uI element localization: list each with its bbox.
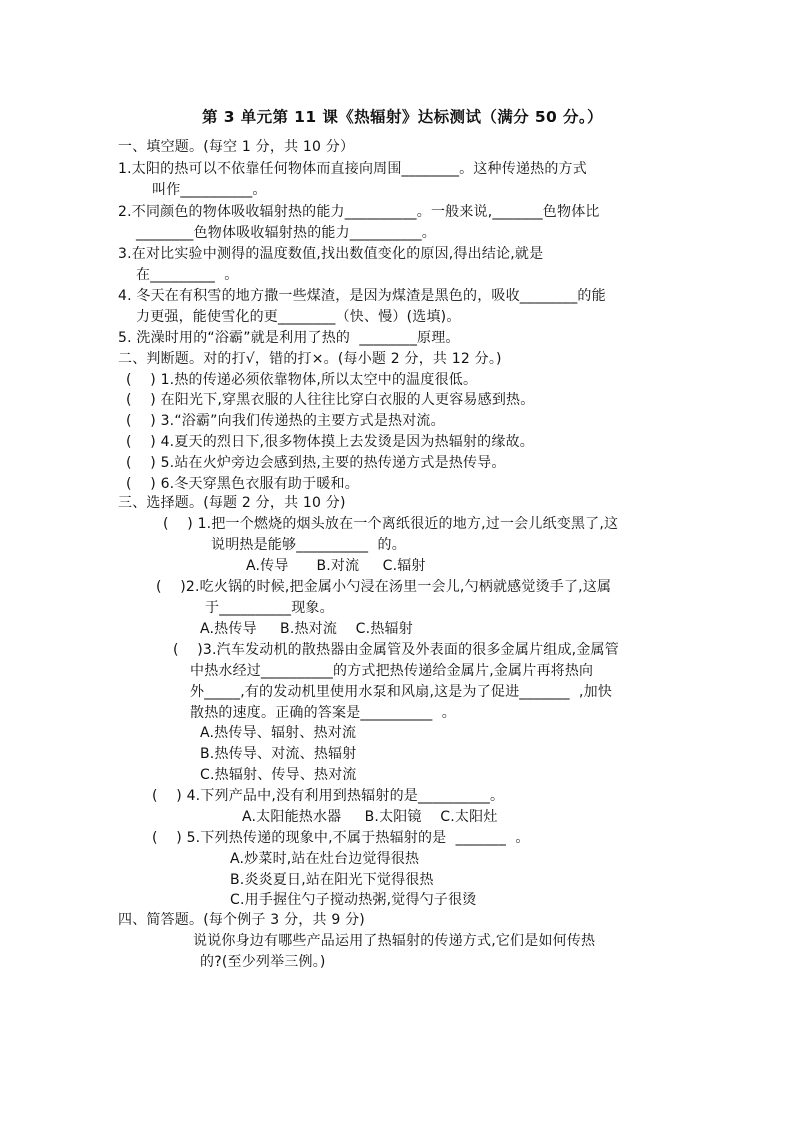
true-false-item-2: ( ) 在阳光下,穿黑衣服的人往往比穿白衣服的人更容易感到热。 [126, 392, 535, 408]
choice-question-4-options: A.太阳能热水器 B.太阳镜 C.太阳灶 [242, 809, 498, 825]
section-heading-true-false: 二、判断题。对的打√，错的打×。(每小题 2 分，共 12 分。) [118, 351, 502, 367]
section-heading-fill-blank: 一、填空题。(每空 1 分，共 10 分） [118, 139, 355, 155]
choice-question-3-line-3: 外_____,有的发动机里使用水泵和风扇,这是为了促进_______ ,加快 [190, 684, 613, 700]
fill-question-5: 5. 洗澡时用的“浴霸”就是利用了热的 ________原理。 [118, 330, 460, 346]
choice-question-3-option-a: A.热传导、辐射、热对流 [200, 725, 357, 741]
true-false-item-1: ( ) 1.热的传递必须依靠物体,所以太空中的温度很低。 [126, 372, 478, 388]
choice-question-5-option-c: C.用手握住勺子搅动热粥,觉得勺子很烫 [230, 892, 477, 908]
choice-question-1-line-2: 说明热是能够__________ 的。 [211, 537, 406, 553]
fill-question-3-line-2: 在_________ 。 [136, 267, 239, 283]
fill-question-2-line-2: ________色物体吸收辐射热的能力__________。 [136, 225, 436, 241]
choice-question-4-line-1: ( ) 4.下列产品中,没有利用到热辐射的是__________。 [152, 788, 505, 804]
choice-question-2-line-2: 于__________现象。 [205, 600, 334, 616]
choice-question-2-options: A.热传导 B.热对流 C.热辐射 [200, 621, 413, 637]
fill-question-2-line-1: 2.不同颜色的物体吸收辐射热的能力__________。一般来说,_______色物体比 [118, 204, 600, 220]
choice-question-5-option-b: B.炎炎夏日,站在阳光下觉得很热 [230, 872, 434, 888]
choice-question-3-line-2: 中热水经过__________的方式把热传递给金属片,金属片再将热向 [190, 663, 594, 679]
fill-question-3-line-1: 3.在对比实验中测得的温度数值,找出数值变化的原因,得出结论,就是 [118, 246, 544, 262]
choice-question-1-options: A.传导 B.对流 C.辐射 [246, 558, 426, 574]
fill-question-4-line-2: 力更强，能使雪化的更________（快、慢）(选填)。 [136, 309, 461, 325]
choice-question-2-line-1: ( )2.吃火锅的时候,把金属小勺浸在汤里一会儿,勺柄就感觉烫手了,这属 [156, 579, 612, 595]
choice-question-3-option-b: B.热传导、对流、热辐射 [200, 746, 357, 762]
page-title: 第 3 单元第 11 课《热辐射》达标测试（满分 50 分。） [202, 108, 603, 126]
true-false-item-4: ( ) 4.夏天的烈日下,很多物体摸上去发烫是因为热辐射的缘故。 [126, 434, 534, 450]
fill-question-1-line-1: 1.太阳的热可以不依靠任何物体而直接向周围________。这种传递热的方式 [118, 161, 587, 177]
fill-question-1-line-2: 叫作__________。 [152, 182, 267, 198]
short-answer-question-line-2: 的?(至少列举三例。) [200, 954, 326, 970]
true-false-item-3: ( ) 3.“浴霸”向我们传递热的主要方式是热对流。 [126, 413, 445, 429]
true-false-item-6: ( ) 6.冬天穿黑色衣服有助于暖和。 [126, 476, 359, 492]
fill-question-4-line-1: 4. 冬天在有积雪的地方撒一些煤渣，是因为煤渣是黑色的，吸收________的能 [118, 288, 606, 304]
choice-question-5-line-1: ( ) 5.下列热传递的现象中,不属于热辐射的是 _______ 。 [152, 830, 530, 846]
choice-question-5-option-a: A.炒菜时,站在灶台边觉得很热 [230, 851, 420, 867]
choice-question-3-line-1: ( )3.汽车发动机的散热器由金属管及外表面的很多金属片组成,金属管 [173, 642, 619, 658]
choice-question-3-option-c: C.热辐射、传导、热对流 [200, 767, 357, 783]
section-heading-short-answer: 四、简答题。(每个例子 3 分，共 9 分) [118, 912, 365, 928]
choice-question-3-line-4: 散热的速度。正确的答案是__________ 。 [190, 705, 456, 721]
true-false-item-5: ( ) 5.站在火炉旁边会感到热,主要的热传递方式是热传导。 [126, 455, 506, 471]
choice-question-1-line-1: ( ) 1.把一个燃烧的烟头放在一个离纸很近的地方,过一会儿纸变黑了,这 [163, 516, 619, 532]
short-answer-question-line-1: 说说你身边有哪些产品运用了热辐射的传递方式,它们是如何传热 [193, 933, 596, 949]
section-heading-multiple-choice: 三、选择题。(每题 2 分，共 10 分) [118, 495, 346, 511]
